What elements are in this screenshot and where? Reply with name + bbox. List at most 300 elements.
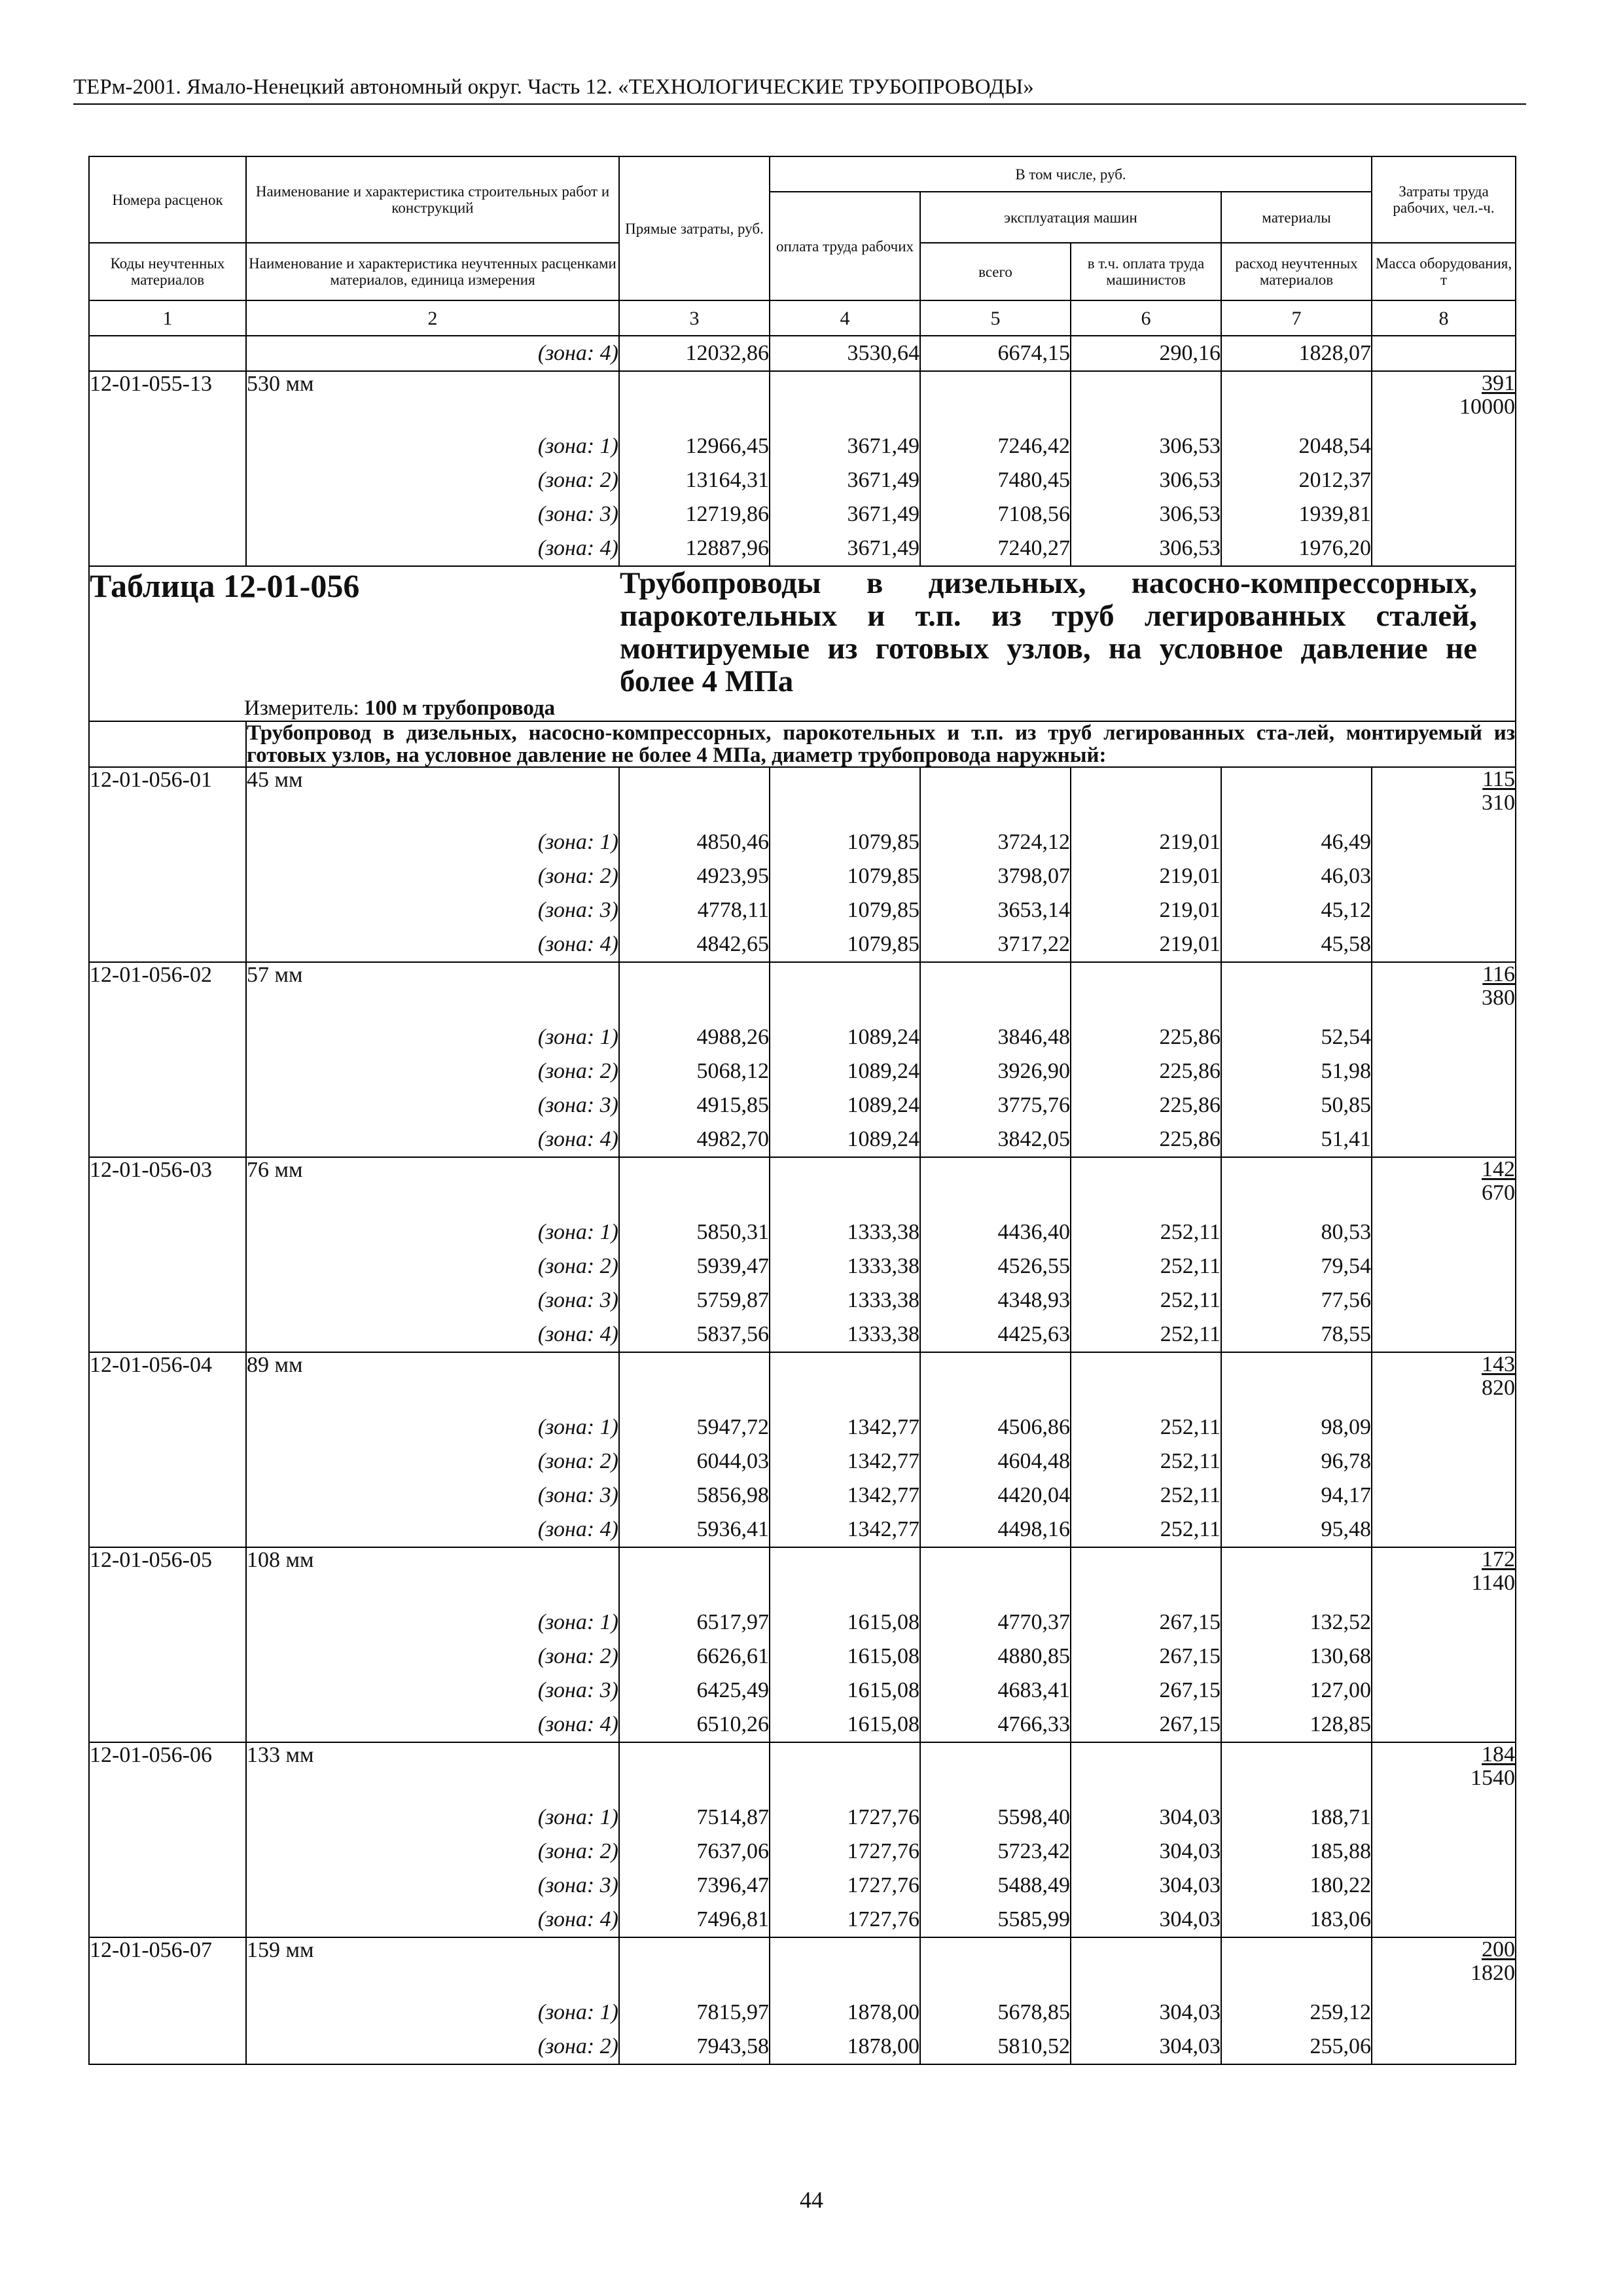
labor-cell (1372, 1640, 1516, 1674)
machinists-pay-cell: 225,86 (1071, 1122, 1221, 1157)
direct-costs-cell: 5068,12 (619, 1054, 770, 1088)
direct-costs-cell: 13164,31 (619, 463, 770, 497)
rate-code: 12-01-056-07 (89, 1937, 246, 1996)
zone-label: (зона: 3) (246, 1283, 619, 1318)
labor-cell (1372, 1605, 1516, 1640)
empty-cell (89, 721, 246, 767)
zone-row (89, 1605, 1516, 1640)
materials-cell: 1976,20 (1221, 531, 1372, 566)
column-number: 8 (1372, 300, 1516, 336)
machines-total-cell: 4604,48 (920, 1444, 1071, 1479)
rate-code: 12-01-056-02 (89, 962, 246, 1020)
equipment-mass-value: 1140 (1471, 1571, 1516, 1595)
empty-cell (920, 1352, 1071, 1410)
direct-costs-cell: 4778,11 (619, 893, 770, 927)
labor-pay-cell: 1878,00 (770, 2030, 920, 2064)
running-header: ТЕРм-2001. Ямало-Ненецкий автономный округ. Часть 12. «ТЕХНОЛОГИЧЕСКИЕ ТРУБОПРОВОДЫ» (73, 73, 1526, 105)
machinists-pay-cell: 267,15 (1071, 1708, 1221, 1742)
carry-over-section (89, 336, 1516, 429)
zone-label: (зона: 3) (246, 1088, 619, 1122)
column-number: 5 (920, 300, 1071, 336)
direct-costs-cell: 5939,47 (619, 1249, 770, 1283)
header-machine-operation: эксплуатация машин (920, 192, 1221, 243)
direct-costs-cell: 12966,45 (619, 429, 770, 463)
zone-row (89, 429, 1516, 463)
labor-costs-value: 142 (1482, 1157, 1516, 1181)
machines-total-cell: 3653,14 (920, 893, 1071, 927)
machinists-pay-cell: 252,11 (1071, 1444, 1221, 1479)
header-machinists-pay: в т.ч. оплата труда машинистов (1071, 243, 1221, 300)
materials-cell: 51,41 (1221, 1122, 1372, 1157)
machinists-pay-cell: 252,11 (1071, 1318, 1221, 1352)
equipment-mass-value: 1540 (1471, 1766, 1516, 1790)
direct-costs-cell: 6510,26 (619, 1708, 770, 1742)
column-number: 4 (770, 300, 920, 336)
equipment-mass-value: 380 (1482, 986, 1516, 1010)
page-number: 44 (800, 2187, 823, 2213)
direct-costs-cell: 4988,26 (619, 1020, 770, 1054)
direct-costs-cell: 4915,85 (619, 1088, 770, 1122)
code-cell (89, 1996, 246, 2030)
zone-label: (зона: 1) (246, 429, 619, 463)
machinists-pay-cell: 267,15 (1071, 1640, 1221, 1674)
machines-total-cell: 7108,56 (920, 497, 1071, 531)
labor-cell (1372, 1903, 1516, 1937)
rate-code: 12-01-056-04 (89, 1352, 246, 1410)
labor-cell (1372, 1674, 1516, 1708)
machinists-pay-cell: 306,53 (1071, 531, 1221, 566)
machinists-pay-cell: 252,11 (1071, 1513, 1221, 1547)
labor-cell (1372, 893, 1516, 927)
zone-row (89, 2030, 1516, 2064)
materials-cell: 50,85 (1221, 1088, 1372, 1122)
empty-cell (920, 1937, 1071, 1996)
code-cell (89, 429, 246, 463)
materials-cell: 95,48 (1221, 1513, 1372, 1547)
machines-total-cell: 4420,04 (920, 1479, 1071, 1513)
zone-row (89, 1479, 1516, 1513)
header-unaccounted-codes: Коды неучтенных материалов (89, 243, 246, 300)
rate-row (89, 962, 1516, 1020)
materials-cell: 45,12 (1221, 893, 1372, 927)
empty-cell (770, 1742, 920, 1801)
labor-cell (1372, 2030, 1516, 2064)
empty-cell (619, 1547, 770, 1605)
labor-cell (1372, 1479, 1516, 1513)
labor-pay-cell: 1342,77 (770, 1410, 920, 1444)
labor-pay-cell: 1079,85 (770, 927, 920, 962)
zone-row (89, 1869, 1516, 1903)
empty-cell (619, 962, 770, 1020)
empty-cell (1071, 1157, 1221, 1215)
labor-pay-cell: 1089,24 (770, 1088, 920, 1122)
zone-label: (зона: 2) (246, 1249, 619, 1283)
direct-costs-cell: 7943,58 (619, 2030, 770, 2064)
materials-cell: 130,68 (1221, 1640, 1372, 1674)
rate-name: 159 мм (246, 1937, 619, 1996)
machinists-pay-cell: 252,11 (1071, 1215, 1221, 1249)
header-labor-costs: Затраты труда рабочих, чел.-ч. (1372, 156, 1516, 243)
labor-mass-fraction (1372, 1742, 1516, 1801)
labor-cell (1372, 1122, 1516, 1157)
machinists-pay-cell: 306,53 (1071, 463, 1221, 497)
code-cell (89, 1215, 246, 1249)
materials-cell: 52,54 (1221, 1020, 1372, 1054)
zone-label: (зона: 2) (246, 1835, 619, 1869)
labor-cell (1372, 1318, 1516, 1352)
table-title-cell (89, 566, 1516, 721)
labor-pay-cell: 1727,76 (770, 1835, 920, 1869)
header-work-name: Наименование и характеристика строительных работ и конструкций (246, 156, 619, 243)
machinists-pay-cell: 219,01 (1071, 859, 1221, 893)
labor-pay-cell: 1342,77 (770, 1513, 920, 1547)
zone-row (89, 1020, 1516, 1054)
unit-label: Измеритель: (244, 696, 359, 720)
labor-cell (1372, 497, 1516, 531)
rate-row (89, 1157, 1516, 1215)
empty-cell (1221, 1547, 1372, 1605)
code-cell (89, 1479, 246, 1513)
table-title-section (89, 566, 1516, 767)
materials-cell: 1939,81 (1221, 497, 1372, 531)
direct-costs-cell: 6425,49 (619, 1674, 770, 1708)
materials-cell: 98,09 (1221, 1410, 1372, 1444)
zone-label: (зона: 4) (246, 1513, 619, 1547)
empty-cell (1071, 1352, 1221, 1410)
machinists-pay-cell: 306,53 (1071, 497, 1221, 531)
materials-cell: 183,06 (1221, 1903, 1372, 1937)
header-materials: материалы (1221, 192, 1372, 243)
direct-costs-cell: 12887,96 (619, 531, 770, 566)
empty-cell (920, 962, 1071, 1020)
code-cell (89, 531, 246, 566)
equipment-mass-value: 310 (1482, 791, 1516, 815)
machinists-pay-cell: 219,01 (1071, 825, 1221, 859)
labor-costs-value: 184 (1482, 1742, 1516, 1767)
empty-cell (619, 1742, 770, 1801)
zone-row (89, 1444, 1516, 1479)
machines-total-cell: 7246,42 (920, 429, 1071, 463)
materials-cell: 255,06 (1221, 2030, 1372, 2064)
zone-label: (зона: 2) (246, 1054, 619, 1088)
materials-cell: 188,71 (1221, 1801, 1372, 1835)
code-cell (89, 2030, 246, 2064)
labor-cell (1372, 429, 1516, 463)
header-unaccounted-consumption: расход неучтенных материалов (1221, 243, 1372, 300)
zone-row (89, 1674, 1516, 1708)
rate-code: 12-01-056-01 (89, 767, 246, 825)
labor-costs-value: 115 (1482, 767, 1516, 791)
zone-row (89, 1640, 1516, 1674)
empty-cell (1071, 1547, 1221, 1605)
code-cell (89, 825, 246, 859)
code-cell (89, 1801, 246, 1835)
code-cell (89, 463, 246, 497)
materials-cell: 79,54 (1221, 1249, 1372, 1283)
labor-costs-value: 391 (1482, 371, 1516, 395)
zone-row (89, 531, 1516, 566)
zone-row (89, 1054, 1516, 1088)
machines-total-cell: 3926,90 (920, 1054, 1071, 1088)
zone-label: (зона: 1) (246, 825, 619, 859)
rate-name: 76 мм (246, 1157, 619, 1215)
machines-total-cell: 3846,48 (920, 1020, 1071, 1054)
machines-total-cell: 3842,05 (920, 1122, 1071, 1157)
labor-pay-cell: 1079,85 (770, 825, 920, 859)
materials-cell: 46,49 (1221, 825, 1372, 859)
labor-pay-cell: 1333,38 (770, 1249, 920, 1283)
materials-cell: 96,78 (1221, 1444, 1372, 1479)
empty-cell (770, 1547, 920, 1605)
machinists-pay-cell: 225,86 (1071, 1054, 1221, 1088)
machines-total-cell: 6674,15 (920, 336, 1071, 371)
code-cell (89, 1605, 246, 1640)
direct-costs-cell: 4850,46 (619, 825, 770, 859)
equipment-mass-value: 670 (1482, 1181, 1516, 1205)
materials-cell: 78,55 (1221, 1318, 1372, 1352)
labor-cell (1372, 1249, 1516, 1283)
header-direct-costs: Прямые затраты, руб. (619, 156, 770, 300)
empty-cell (920, 767, 1071, 825)
zone-label: (зона: 4) (246, 1903, 619, 1937)
code-cell (89, 1020, 246, 1054)
empty-cell (1071, 371, 1221, 429)
machines-total-cell: 4436,40 (920, 1215, 1071, 1249)
empty-cell (920, 1157, 1071, 1215)
zone-label: (зона: 3) (246, 497, 619, 531)
zone-row (89, 1215, 1516, 1249)
rate-row (89, 1352, 1516, 1410)
code-cell (89, 1903, 246, 1937)
zone-label: (зона: 3) (246, 1869, 619, 1903)
direct-costs-cell: 5850,31 (619, 1215, 770, 1249)
machines-total-cell: 4425,63 (920, 1318, 1071, 1352)
code-cell (89, 1088, 246, 1122)
labor-cell (1372, 1088, 1516, 1122)
empty-cell (770, 767, 920, 825)
rate-name: 45 мм (246, 767, 619, 825)
zone-label: (зона: 4) (246, 927, 619, 962)
empty-cell (1221, 1352, 1372, 1410)
labor-pay-cell: 1878,00 (770, 1996, 920, 2030)
machines-total-cell: 5723,42 (920, 1835, 1071, 1869)
labor-pay-cell: 1089,24 (770, 1054, 920, 1088)
column-number: 7 (1221, 300, 1372, 336)
machines-total-cell: 5810,52 (920, 2030, 1071, 2064)
labor-cell (1372, 859, 1516, 893)
column-number: 3 (619, 300, 770, 336)
empty-cell (1071, 767, 1221, 825)
labor-mass-fraction (1372, 1547, 1516, 1605)
zone-label: (зона: 1) (246, 1605, 619, 1640)
labor-cell (1372, 1996, 1516, 2030)
machinists-pay-cell: 304,03 (1071, 2030, 1221, 2064)
machines-total-cell: 5585,99 (920, 1903, 1071, 1937)
empty-cell (619, 1937, 770, 1996)
labor-cell (1372, 463, 1516, 497)
machines-total-cell: 4348,93 (920, 1283, 1071, 1318)
header-labor-pay: оплата труда рабочих (770, 192, 920, 300)
equipment-mass-value: 10000 (1459, 395, 1516, 419)
labor-pay-cell: 3671,49 (770, 497, 920, 531)
direct-costs-cell: 5856,98 (619, 1479, 770, 1513)
code-cell (89, 497, 246, 531)
zone-label: (зона: 4) (246, 1122, 619, 1157)
unit-value: 100 м трубопровода (365, 696, 556, 720)
labor-pay-cell: 1333,38 (770, 1215, 920, 1249)
labor-cell (1372, 1020, 1516, 1054)
rate-code: 12-01-056-03 (89, 1157, 246, 1215)
code-cell (89, 1318, 246, 1352)
machinists-pay-cell: 219,01 (1071, 927, 1221, 962)
code-cell (89, 1640, 246, 1674)
zone-row (89, 825, 1516, 859)
machines-total-cell: 4498,16 (920, 1513, 1071, 1547)
zone-row (89, 1903, 1516, 1937)
column-number: 6 (1071, 300, 1221, 336)
rate-name: 133 мм (246, 1742, 619, 1801)
materials-cell: 94,17 (1221, 1479, 1372, 1513)
labor-cell (1372, 531, 1516, 566)
direct-costs-cell: 6044,03 (619, 1444, 770, 1479)
machinists-pay-cell: 267,15 (1071, 1674, 1221, 1708)
labor-mass-fraction (1372, 1352, 1516, 1410)
materials-cell: 46,03 (1221, 859, 1372, 893)
zone-row (89, 1318, 1516, 1352)
machines-total-cell: 4526,55 (920, 1249, 1071, 1283)
prev-zones (89, 429, 1516, 566)
code-cell (89, 1054, 246, 1088)
labor-pay-cell: 1079,85 (770, 893, 920, 927)
zone-row (89, 463, 1516, 497)
direct-costs-cell: 7396,47 (619, 1869, 770, 1903)
carry-over-row (89, 336, 1516, 371)
machines-total-cell: 4880,85 (920, 1640, 1071, 1674)
rate-name: 57 мм (246, 962, 619, 1020)
zone-label: (зона: 1) (246, 1215, 619, 1249)
column-number: 2 (246, 300, 619, 336)
zone-row (89, 1513, 1516, 1547)
machinists-pay-cell: 304,03 (1071, 1869, 1221, 1903)
labor-cell (1372, 1835, 1516, 1869)
rate-code: 12-01-056-05 (89, 1547, 246, 1605)
labor-pay-cell: 1615,08 (770, 1708, 920, 1742)
labor-cell (1372, 1513, 1516, 1547)
empty-cell (619, 1352, 770, 1410)
zone-label: (зона: 4) (246, 531, 619, 566)
empty-cell (770, 1157, 920, 1215)
zone-label: (зона: 3) (246, 1674, 619, 1708)
machinists-pay-cell: 304,03 (1071, 1903, 1221, 1937)
column-number: 1 (89, 300, 246, 336)
rate-row (89, 1742, 1516, 1801)
zone-label: (зона: 4) (246, 336, 619, 371)
empty-cell (619, 1157, 770, 1215)
empty-cell (1071, 962, 1221, 1020)
materials-cell: 2048,54 (1221, 429, 1372, 463)
zone-row (89, 927, 1516, 962)
labor-pay-cell: 1727,76 (770, 1801, 920, 1835)
labor-costs-value: 200 (1482, 1937, 1516, 1962)
zone-label: (зона: 1) (246, 1410, 619, 1444)
materials-cell: 80,53 (1221, 1215, 1372, 1249)
zone-row (89, 1801, 1516, 1835)
empty-cell (920, 1547, 1071, 1605)
zone-row (89, 1122, 1516, 1157)
machines-total-cell: 5678,85 (920, 1996, 1071, 2030)
materials-cell: 51,98 (1221, 1054, 1372, 1088)
empty-cell (1221, 1157, 1372, 1215)
labor-pay-cell: 3530,64 (770, 336, 920, 371)
machinists-pay-cell: 267,15 (1071, 1605, 1221, 1640)
materials-cell: 2012,37 (1221, 463, 1372, 497)
empty-cell (619, 371, 770, 429)
code-cell (89, 1869, 246, 1903)
zone-row (89, 1249, 1516, 1283)
direct-costs-cell: 6517,97 (619, 1605, 770, 1640)
labor-pay-cell: 3671,49 (770, 429, 920, 463)
code-cell (89, 1283, 246, 1318)
zone-label: (зона: 2) (246, 1640, 619, 1674)
labor-cell (1372, 1215, 1516, 1249)
header-equipment-mass: Масса оборудования, т (1372, 243, 1516, 300)
description-row (89, 721, 1516, 767)
zone-label: (зона: 2) (246, 463, 619, 497)
direct-costs-cell: 7514,87 (619, 1801, 770, 1835)
table-label: Таблица 12-01-056 (90, 567, 360, 604)
table-title: Трубопроводы в дизельных, насосно-компрессорных, парокотельных и т.п. из труб легированных сталей, монтируемые из готовых узлов, на условное давление не более 4 МПа (620, 566, 1477, 698)
labor-pay-cell: 1089,24 (770, 1020, 920, 1054)
zone-label: (зона: 4) (246, 1318, 619, 1352)
labor-pay-cell: 1615,08 (770, 1640, 920, 1674)
code-cell (89, 336, 246, 371)
labor-pay-cell: 1342,77 (770, 1479, 920, 1513)
direct-costs-cell: 6626,61 (619, 1640, 770, 1674)
labor-pay-cell: 1333,38 (770, 1318, 920, 1352)
rate-code: 12-01-056-06 (89, 1742, 246, 1801)
labor-cell (1372, 927, 1516, 962)
equipment-mass-value: 1820 (1471, 1961, 1516, 1985)
direct-costs-cell: 4923,95 (619, 859, 770, 893)
direct-costs-cell: 7815,97 (619, 1996, 770, 2030)
machines-total-cell: 3717,22 (920, 927, 1071, 962)
code-cell (89, 927, 246, 962)
materials-cell: 77,56 (1221, 1283, 1372, 1318)
labor-cell (1372, 1444, 1516, 1479)
labor-pay-cell: 1342,77 (770, 1444, 920, 1479)
rate-name: 530 мм (246, 371, 619, 429)
materials-cell: 45,58 (1221, 927, 1372, 962)
direct-costs-cell: 12719,86 (619, 497, 770, 531)
zone-label: (зона: 3) (246, 1479, 619, 1513)
measurement-unit (244, 696, 555, 721)
equipment-mass-value: 820 (1482, 1376, 1516, 1400)
zone-row (89, 1996, 1516, 2030)
rate-row (89, 767, 1516, 825)
code-cell (89, 1249, 246, 1283)
empty-cell (619, 767, 770, 825)
empty-cell (770, 1352, 920, 1410)
labor-pay-cell: 1727,76 (770, 1903, 920, 1937)
zone-row (89, 859, 1516, 893)
machinists-pay-cell: 304,03 (1071, 1835, 1221, 1869)
machines-total-cell: 4766,33 (920, 1708, 1071, 1742)
machines-total-cell: 3775,76 (920, 1088, 1071, 1122)
labor-pay-cell: 1615,08 (770, 1605, 920, 1640)
price-table (88, 156, 1516, 2065)
empty-cell (1221, 371, 1372, 429)
machinists-pay-cell: 225,86 (1071, 1088, 1221, 1122)
